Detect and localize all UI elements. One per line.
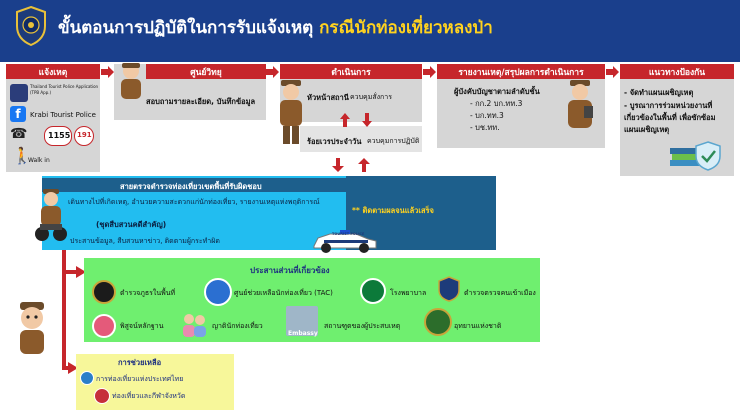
coord-item-2: โรงพยาบาล	[390, 289, 427, 297]
arrow-radio-to-operate	[266, 66, 280, 78]
walk-in-icon: 🚶	[12, 146, 32, 165]
title-highlight: กรณีนักท่องเที่ยวหลงป่า	[319, 18, 493, 38]
investigation-title: (ชุดสืบสวนคดีสำคัญ)	[96, 220, 167, 229]
police-badge-icon	[14, 6, 48, 46]
prevent-line2: - บูรณาการร่วมหน่วยงานที่	[624, 101, 713, 110]
books-shield-icon	[668, 138, 722, 172]
title-main: ขั้นตอนการปฏิบัติในการรับแจ้งเหตุ	[58, 18, 314, 38]
police-car-text: TOURIST POLICE	[332, 232, 365, 236]
arrow-up-patrol	[358, 158, 370, 172]
officer-mascot-icon	[14, 300, 50, 356]
coord-item-1: ศูนย์ช่วยเหลือนักท่องเที่ยว (TAC)	[234, 289, 333, 297]
hotline-191: 191	[77, 131, 92, 139]
summary-line3: - บก.ทท.3	[470, 111, 504, 120]
investigation-text: ประสานข้อมูล, สืบสวนหาข่าว, ติดตามผู้กระทำผิด	[70, 237, 220, 245]
app-name: Thailand Tourist Police Application (TPB App.)	[30, 84, 99, 95]
arrow-summary-to-prevent	[606, 66, 620, 78]
report-label: แจ้งเหตุ	[6, 64, 100, 79]
facebook-name: Krabi Tourist Police	[30, 111, 96, 119]
motorbike-officer-icon	[34, 188, 68, 244]
facebook-icon: f	[10, 106, 26, 122]
radio-text: สอบถามรายละเอียด, บันทึกข้อมูล	[146, 97, 256, 106]
coord-item-7: อุทยานแห่งชาติ	[454, 322, 502, 330]
coord-item-3: ตำรวจตรวจคนเข้าเมือง	[464, 289, 536, 297]
patrol-text: เดินทางไปที่เกิดเหตุ, อำนวยความสะดวกแก่นักท่องเที่ยว, รายงานเหตุแห่งพฤติการณ์	[68, 198, 320, 206]
prevent-line4: แผนเผชิญเหตุ	[624, 125, 670, 134]
duty-task: ควบคุมการปฏิบัติ	[367, 137, 420, 145]
assistance-title: การช่วยเหลือ	[118, 358, 162, 367]
summary-label: รายงานเหตุ/สรุปผลการดำเนินการ	[437, 64, 605, 79]
coordination-title: ประสานส่วนที่เกี่ยวข้อง	[250, 266, 330, 275]
hospital-logo-icon	[360, 278, 386, 304]
prevent-line3: เกี่ยวข้องในพื้นที่ เพื่อซักซ้อม	[624, 113, 716, 122]
national-park-logo-icon	[424, 308, 452, 336]
assistance-item-1: ท่องเที่ยวและกีฬาจังหวัด	[112, 392, 186, 400]
patrol-title: สายตรวจตำรวจท่องเที่ยวเขตพื้นที่รับผิดชอบ	[120, 182, 262, 191]
duty-role: ร้อยเวรประจำวัน	[307, 137, 362, 146]
connector-vertical	[62, 250, 66, 370]
arrow-down-patrol	[332, 158, 344, 172]
walk-in-label: Walk in	[28, 157, 50, 164]
radio-officer-icon	[116, 60, 146, 100]
tat-logo-icon	[80, 371, 94, 385]
arrow-up-duty	[340, 113, 350, 127]
provincial-police-logo-icon	[92, 280, 116, 304]
arrow-operate-to-summary	[423, 66, 437, 78]
page-title	[58, 14, 493, 41]
coord-item-6: สถานฑูตของผู้ประสบเหตุ	[324, 322, 401, 330]
summary-line1: ผู้บังคับบัญชาตามลำดับชั้น	[454, 87, 540, 96]
relatives-icon	[180, 310, 208, 338]
police-car-icon	[310, 226, 380, 254]
embassy-sign: Embassy	[288, 330, 318, 337]
radio-label: ศูนย์วิทยุ	[146, 64, 266, 79]
assistance-item-0: การท่องเที่ยวแห่งประเทศไทย	[96, 375, 184, 383]
prevent-label: แนวทางป้องกัน	[620, 64, 734, 79]
immigration-logo-icon	[438, 276, 460, 302]
coord-item-5: ญาตินักท่องเที่ยว	[212, 322, 263, 330]
arrow-report-to-radio	[101, 66, 115, 78]
prevent-line1: - จัดทำแผนเผชิญเหตุ	[624, 88, 694, 97]
chief-task: ควบคุมสั่งการ	[350, 93, 392, 101]
forensic-logo-icon	[92, 314, 116, 338]
app-icon	[10, 84, 28, 102]
reporting-officer-icon	[562, 78, 598, 132]
arrow-down-duty	[362, 113, 372, 127]
tac-logo-icon	[204, 278, 232, 306]
coord-item-4: พิสูจน์หลักฐาน	[120, 322, 164, 330]
coord-item-0: ตำรวจภูธรในพื้นที่	[120, 289, 176, 297]
follow-up-text: ** ติดตามผลจนแล้วเสร็จ	[352, 206, 434, 215]
sports-tourism-logo-icon	[94, 388, 110, 404]
phone-icon: ☎	[10, 126, 28, 142]
hotline-1155: 1155	[48, 131, 71, 140]
operate-label: ดำเนินการ	[280, 64, 422, 79]
summary-line2: - กก.2 บก.ทท.3	[470, 99, 523, 108]
chief-role: หัวหน้าสถานี	[307, 93, 349, 102]
summary-line4: - บช.ทท.	[470, 123, 500, 132]
